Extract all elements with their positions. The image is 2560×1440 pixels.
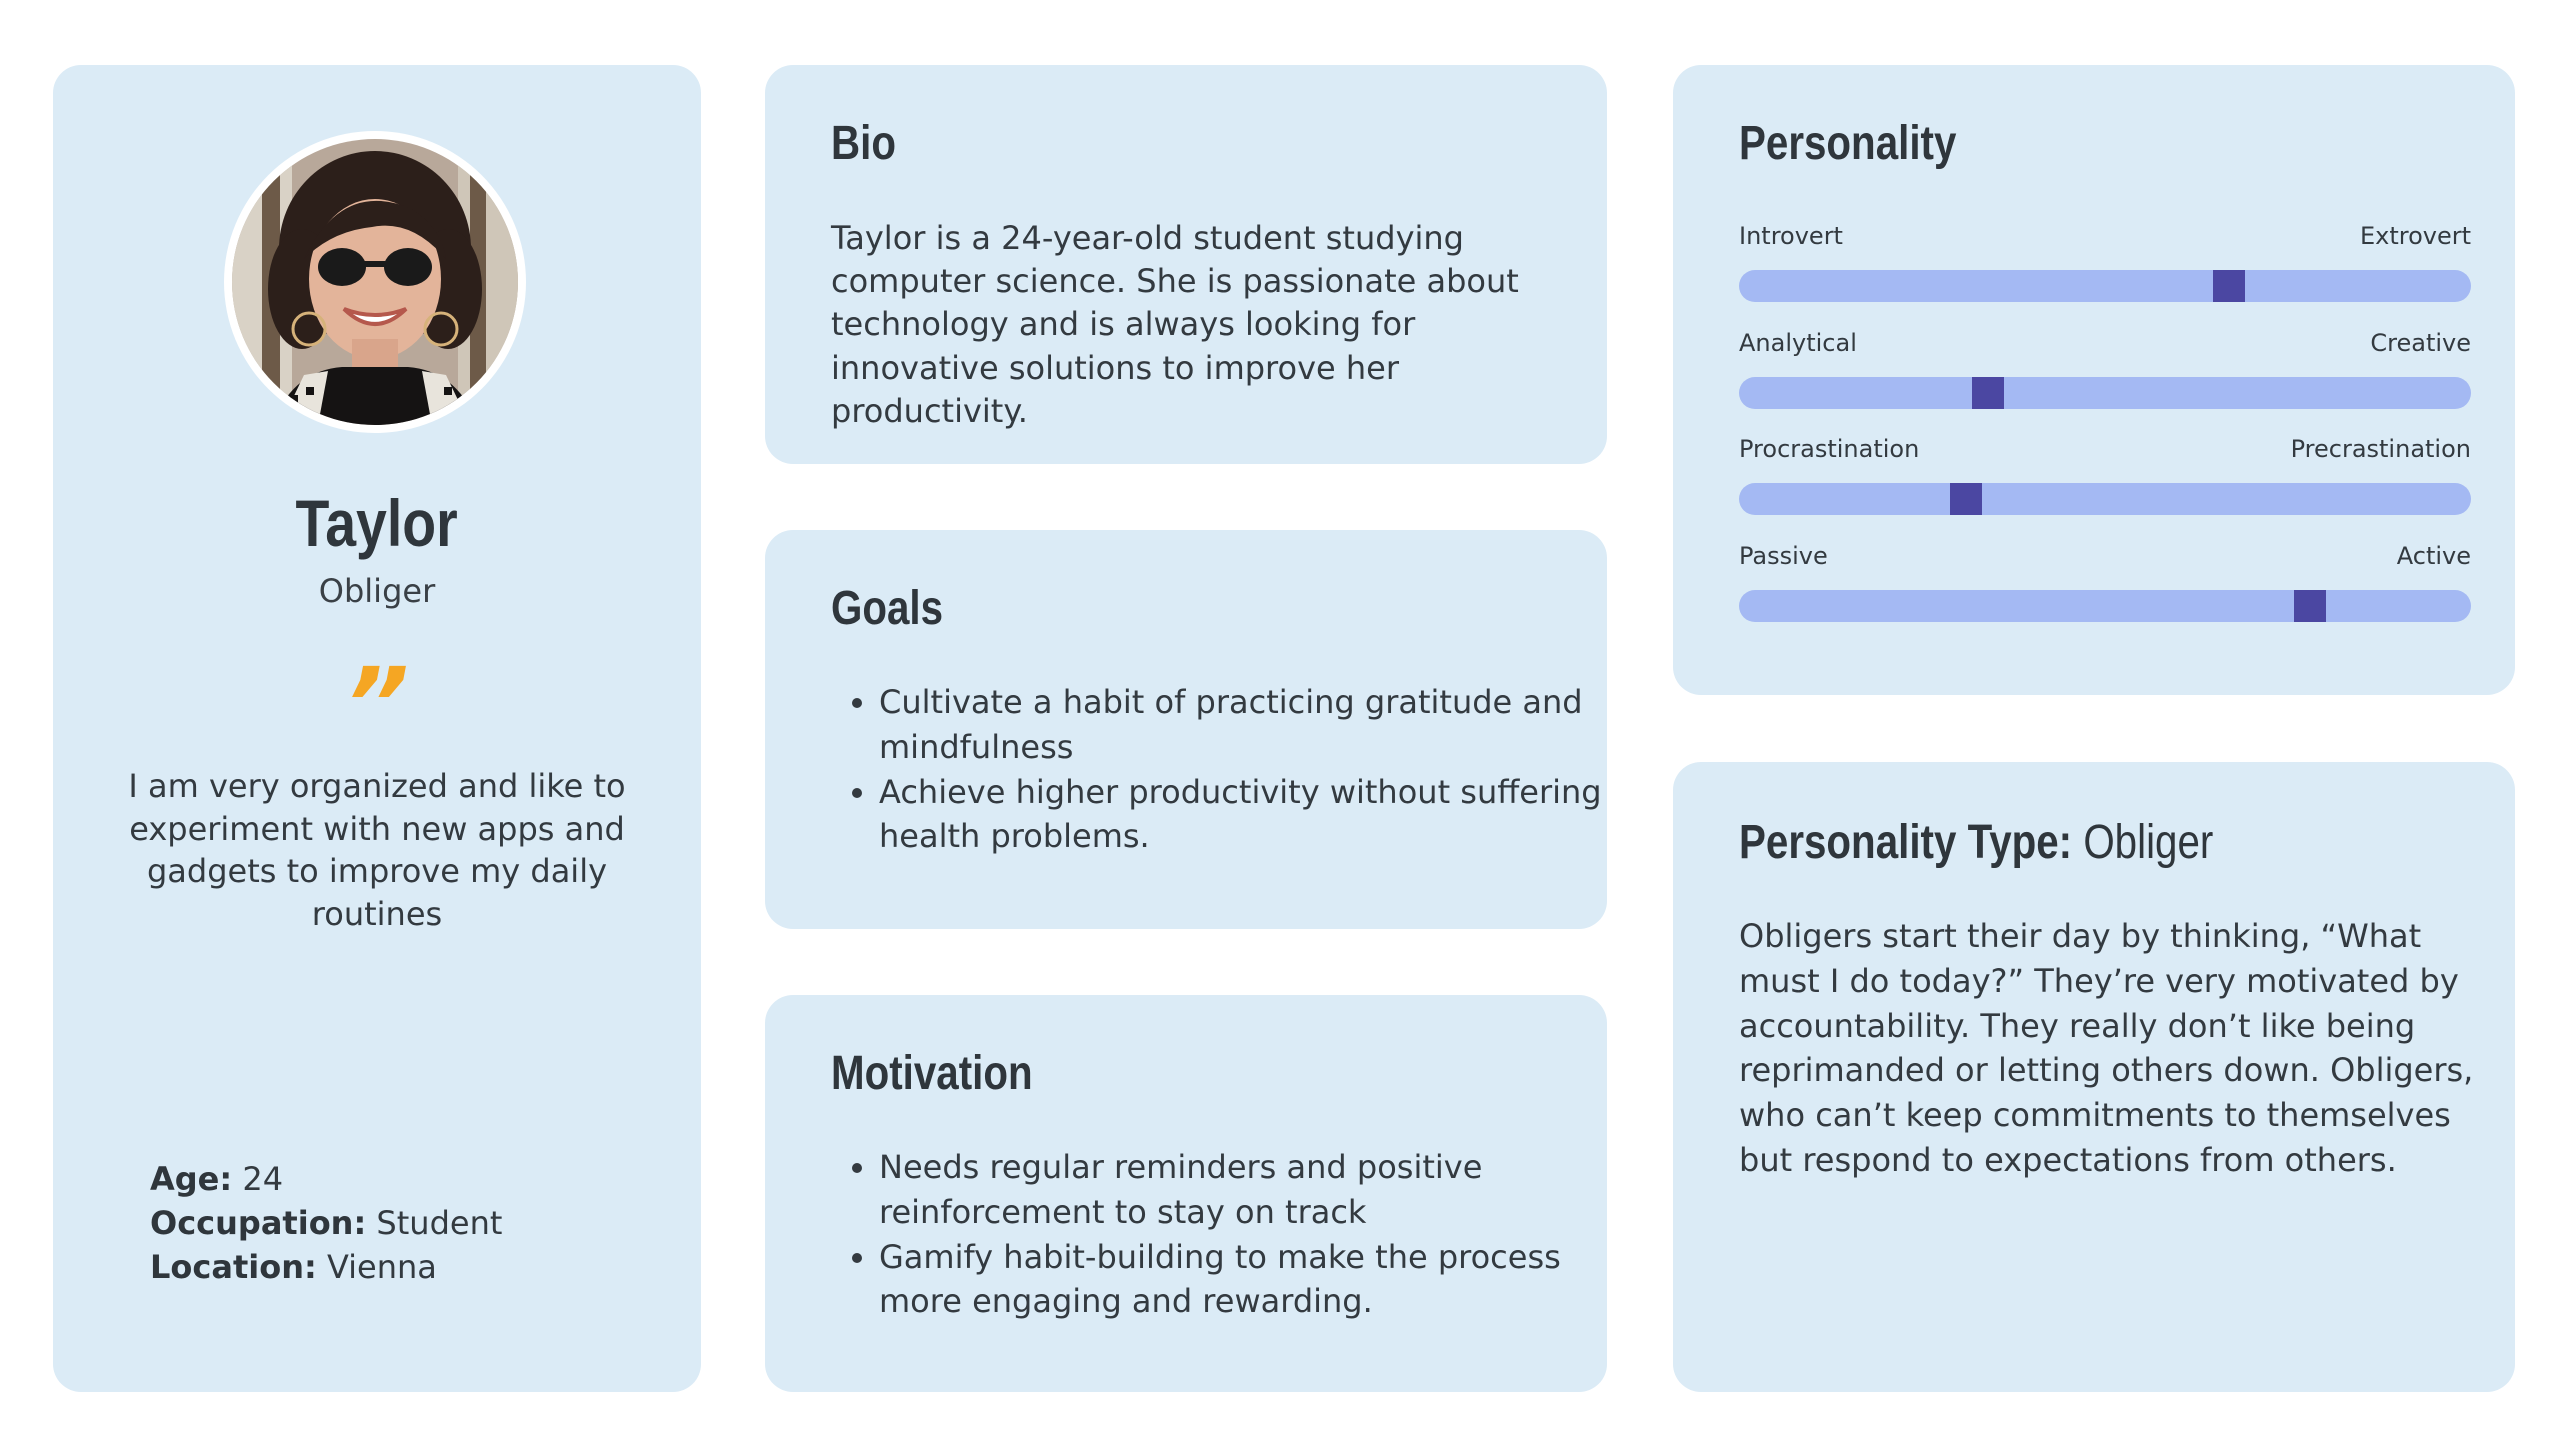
slider-analytical-creative <box>1739 329 2471 409</box>
slider-left-label: Procrastination <box>1739 435 1920 463</box>
personality-type-title: Personality Type: Obliger <box>1739 816 2214 869</box>
slider-track <box>1739 483 2471 515</box>
slider-thumb <box>1972 377 2004 409</box>
slider-track <box>1739 270 2471 302</box>
avatar-frame <box>224 131 526 433</box>
profile-card <box>53 65 701 1392</box>
slider-introvert-extrovert <box>1739 222 2471 302</box>
personality-type-value: Obliger <box>2083 816 2214 869</box>
slider-right-label: Creative <box>2370 329 2471 357</box>
personality-title: Personality <box>1739 117 1957 170</box>
quote-icon: ” <box>344 646 410 763</box>
bio-text: Taylor is a 24-year-old student studying computer science. She is passionate about technology and is always looking for innovative solutions to improve her productivity. <box>831 219 1519 430</box>
persona-name: Taylor <box>295 486 459 560</box>
fact-occupation: Occupation: Student <box>150 1204 503 1243</box>
motivation-card <box>765 995 1607 1392</box>
slider-thumb <box>2213 270 2245 302</box>
slider-procrastination <box>1739 435 2471 515</box>
fact-age: Age: 24 <box>150 1160 284 1198</box>
slider-right-label: Active <box>2396 542 2471 570</box>
avatar <box>232 139 518 425</box>
avatar-photo <box>232 139 518 425</box>
slider-left-label: Analytical <box>1739 329 1857 357</box>
goals-card <box>765 530 1607 929</box>
fact-location: Location: Vienna <box>150 1248 437 1287</box>
slider-thumb <box>1950 483 1982 515</box>
bio-title: Bio <box>831 117 896 170</box>
motivation-list <box>831 1145 1609 1324</box>
persona-quote: I am very organized and like to experiment with new apps and gadgets to improve my daily routines <box>128 767 626 933</box>
slider-track <box>1739 377 2471 409</box>
list-item: • Gamify habit-building to make the process more engaging and rewarding. <box>879 1235 1609 1325</box>
personality-type-card <box>1673 762 2515 1392</box>
slider-left-label: Introvert <box>1739 222 1843 250</box>
slider-right-label: Precrastination <box>2290 435 2471 463</box>
personality-card <box>1673 65 2515 695</box>
slider-thumb <box>2294 590 2326 622</box>
list-item: • Cultivate a habit of practicing gratitude and mindfulness <box>879 680 1609 770</box>
slider-right-label: Extrovert <box>2359 222 2471 250</box>
slider-left-label: Passive <box>1739 542 1828 570</box>
motivation-title: Motivation <box>831 1047 1033 1100</box>
goals-list <box>831 680 1609 859</box>
persona-facts <box>150 1157 502 1289</box>
slider-passive-active <box>1739 542 2471 622</box>
list-item: • Needs regular reminders and positive reinforcement to stay on track <box>879 1145 1609 1235</box>
list-item: • Achieve higher productivity without suffering health problems. <box>879 770 1609 860</box>
persona-role: Obliger <box>318 572 436 610</box>
goals-title: Goals <box>831 582 944 635</box>
personality-type-text: Obligers start their day by thinking, “What must I do today?” They’re very motivated by accountability. They really don’t like being reprimanded or letting others down. Obligers, who can’t keep commitments to themselves but respond to expectations from others. <box>1739 917 2474 1179</box>
slider-track <box>1739 590 2471 622</box>
bio-card <box>765 65 1607 464</box>
